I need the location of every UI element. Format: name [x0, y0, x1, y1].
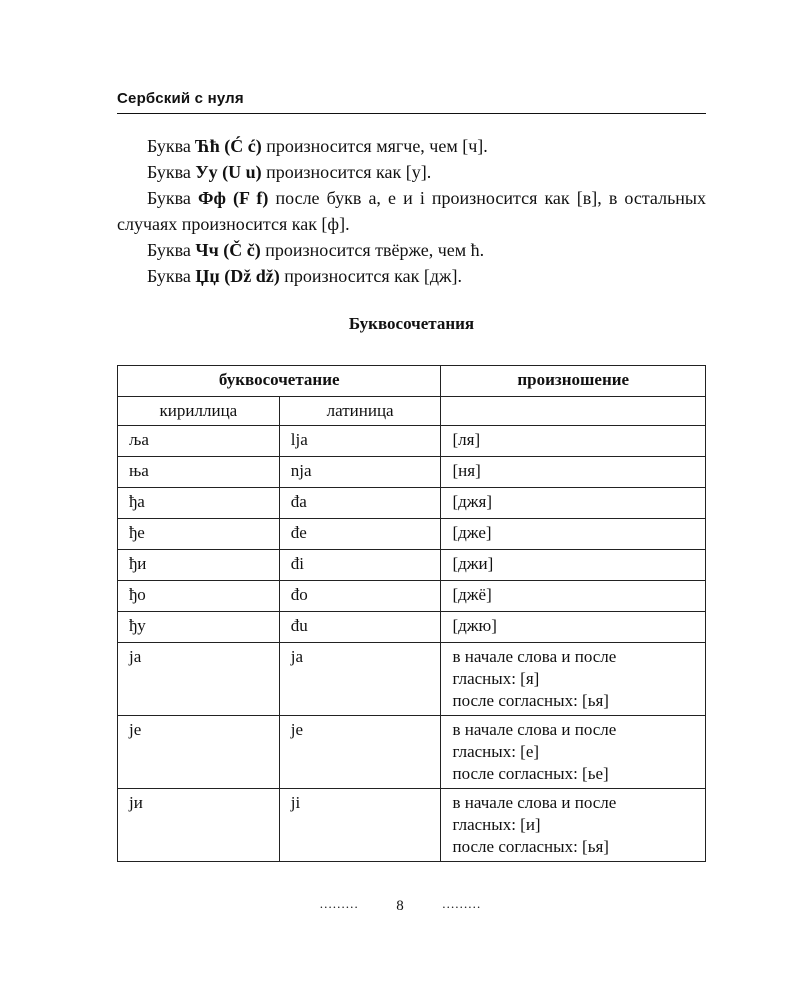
cell-cyrillic: је: [118, 716, 280, 789]
pronunciation-line: гласных: [я]: [452, 669, 540, 688]
paragraph-text: Буква: [147, 188, 198, 208]
header-letter-combination: буквосочетание: [118, 366, 441, 397]
subheader-cyrillic: кириллица: [118, 397, 280, 426]
table-row: [118, 550, 706, 581]
letter-bold: Џџ (Dž dž): [195, 266, 280, 286]
table-header-row: [118, 366, 706, 397]
paragraph-text: Буква: [147, 240, 196, 260]
table-title: Буквосочетания: [348, 314, 475, 333]
cell-pronunciation: [441, 581, 706, 612]
cell-latin: ja: [279, 643, 441, 716]
paragraph-text: произносится твёрже, чем ћ.: [260, 240, 485, 260]
cell-latin: đu: [279, 612, 441, 643]
paragraph-text: произносится как [дж].: [279, 266, 462, 286]
paragraph-text: Буква: [147, 266, 196, 286]
page-footer: [0, 896, 800, 915]
table-row: [118, 612, 706, 643]
paragraph-text: произносится мягче, чем [ч].: [261, 136, 488, 156]
cell-latin: je: [279, 716, 441, 789]
table-subheader-row: [118, 397, 706, 426]
cell-pronunciation: [441, 716, 706, 789]
paragraph: [117, 133, 706, 159]
cell-cyrillic: ја: [118, 643, 280, 716]
cell-pronunciation: [441, 519, 706, 550]
page-number: 8: [396, 898, 404, 914]
table-row: [118, 789, 706, 862]
cell-cyrillic: ђи: [118, 550, 280, 581]
table-row: [118, 643, 706, 716]
pronunciation-line: после согласных: [ья]: [452, 837, 609, 856]
letter-bold: Чч (Č č): [195, 240, 261, 260]
cell-latin: đi: [279, 550, 441, 581]
table-row: [118, 488, 706, 519]
cell-cyrillic: ђо: [118, 581, 280, 612]
pronunciation-line: [джю]: [452, 616, 497, 635]
footer-dots-left: ………: [319, 896, 359, 911]
cell-pronunciation: [441, 789, 706, 862]
footer-dots-right: ………: [441, 896, 481, 911]
pronunciation-line: в начале слова и после: [452, 793, 617, 812]
letter-combinations-table: [117, 365, 706, 862]
pronunciation-line: после согласных: [ье]: [452, 764, 609, 783]
running-head: Сербский с нуля: [117, 90, 244, 107]
pronunciation-line: гласных: [е]: [452, 742, 540, 761]
paragraph-text: произносится как [у].: [261, 162, 432, 182]
cell-cyrillic: ђу: [118, 612, 280, 643]
pronunciation-line: после согласных: [ья]: [452, 691, 609, 710]
pronunciation-line: гласных: [и]: [452, 815, 541, 834]
cell-latin: đo: [279, 581, 441, 612]
cell-latin: ji: [279, 789, 441, 862]
pronunciation-line: в начале слова и после: [452, 647, 617, 666]
cell-cyrillic: ђе: [118, 519, 280, 550]
header-pronunciation: произношение: [441, 366, 706, 397]
pronunciation-line: [джё]: [452, 585, 492, 604]
cell-cyrillic: ји: [118, 789, 280, 862]
paragraph-text: Буква: [147, 162, 196, 182]
cell-pronunciation: [441, 488, 706, 519]
letter-bold: Ћћ (Ć ć): [195, 136, 262, 156]
body-text: [117, 133, 706, 289]
pronunciation-line: в начале слова и после: [452, 720, 617, 739]
paragraph: [117, 185, 706, 237]
letter-bold: Уу (U u): [195, 162, 262, 182]
cell-pronunciation: [441, 426, 706, 457]
subheader-blank: [441, 397, 706, 426]
table-row: [118, 426, 706, 457]
pronunciation-line: [ня]: [452, 461, 481, 480]
paragraph-text: Буква: [147, 136, 196, 156]
pronunciation-line: [джи]: [452, 554, 494, 573]
cell-cyrillic: ђа: [118, 488, 280, 519]
table-row: [118, 519, 706, 550]
cell-latin: nja: [279, 457, 441, 488]
cell-pronunciation: [441, 612, 706, 643]
table-row: [118, 457, 706, 488]
cell-pronunciation: [441, 457, 706, 488]
paragraph: [117, 237, 706, 263]
paragraph: [117, 263, 706, 289]
pronunciation-line: [джя]: [452, 492, 493, 511]
table-row: [118, 716, 706, 789]
cell-cyrillic: ња: [118, 457, 280, 488]
subheader-latin: латиница: [279, 397, 441, 426]
cell-latin: đe: [279, 519, 441, 550]
cell-pronunciation: [441, 550, 706, 581]
paragraph: [117, 159, 706, 185]
pronunciation-line: [дже]: [452, 523, 492, 542]
cell-latin: đa: [279, 488, 441, 519]
table-row: [118, 581, 706, 612]
pronunciation-line: [ля]: [452, 430, 481, 449]
header-rule: [117, 113, 706, 114]
cell-latin: lja: [279, 426, 441, 457]
cell-pronunciation: [441, 643, 706, 716]
cell-cyrillic: ља: [118, 426, 280, 457]
paragraph-text: после букв а, е и і произносится как [в], в остальных случаях произносится как [ф].: [117, 188, 706, 234]
letter-bold: Фф (F f): [197, 188, 269, 208]
